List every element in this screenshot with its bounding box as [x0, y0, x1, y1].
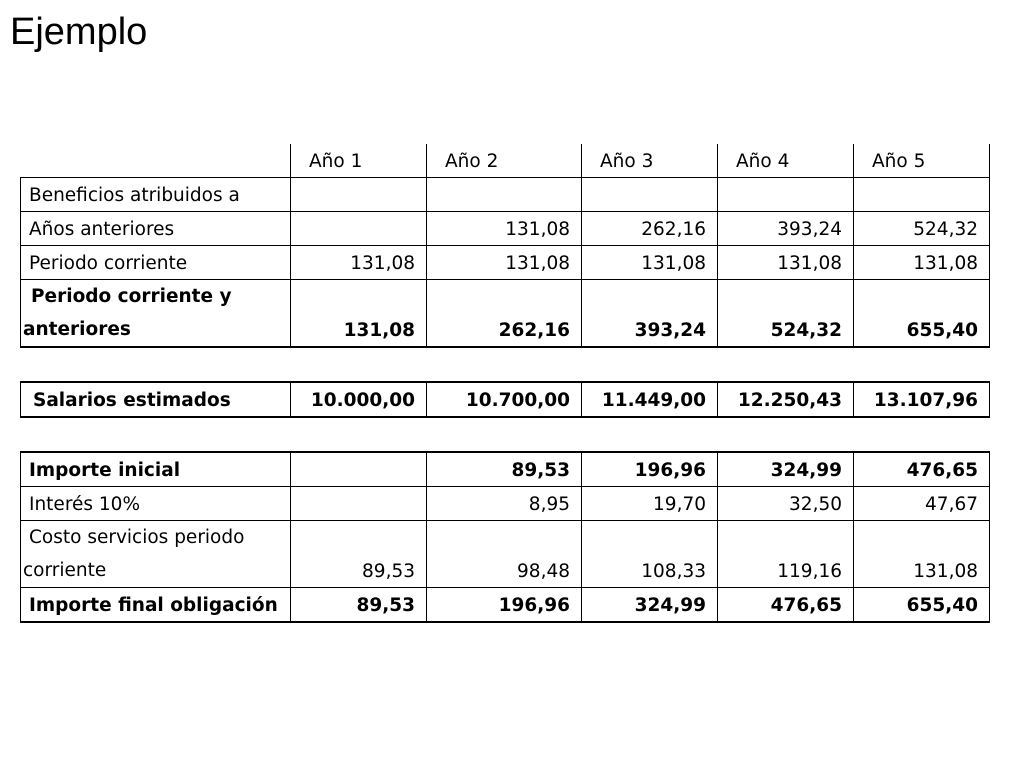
row-label: Periodo corriente — [21, 246, 291, 280]
value-cell: 524,32 — [854, 212, 990, 246]
year-header-5: Año 5 — [854, 144, 990, 178]
empty-cell — [854, 178, 990, 212]
row-label: Años anteriores — [21, 212, 291, 246]
value-cell: 13.107,96 — [854, 382, 990, 417]
value-cell: 131,08 — [718, 246, 854, 280]
value-cell: 12.250,43 — [718, 382, 854, 417]
table-row-anteriores — [21, 212, 990, 246]
row-label-line1: Periodo corriente y — [31, 286, 232, 307]
table-row-costo — [21, 521, 990, 588]
row-label: Importe inicial — [21, 452, 291, 487]
header-row — [21, 144, 990, 178]
value-cell: 108,33 — [582, 521, 718, 588]
value-cell: 47,67 — [854, 487, 990, 521]
row-label: Interés 10% — [21, 487, 291, 521]
value-cell: 11.449,00 — [582, 382, 718, 417]
value-cell: 131,08 — [854, 246, 990, 280]
row-label: Salarios estimados — [21, 382, 291, 417]
value-cell: 89,53 — [291, 521, 427, 588]
row-label-line1: Costo servicios periodo — [29, 527, 245, 548]
value-cell: 131,08 — [854, 521, 990, 588]
value-cell: 8,95 — [427, 487, 582, 521]
value-cell — [291, 452, 427, 487]
value-cell: 131,08 — [427, 212, 582, 246]
table-row-total — [21, 280, 990, 348]
value-cell: 524,32 — [718, 280, 854, 348]
value-cell: 262,16 — [582, 212, 718, 246]
value-cell: 324,99 — [582, 588, 718, 623]
value-cell: 131,08 — [427, 246, 582, 280]
value-cell: 119,16 — [718, 521, 854, 588]
value-cell: 393,24 — [582, 280, 718, 348]
value-cell — [291, 212, 427, 246]
value-cell: 476,65 — [854, 452, 990, 487]
row-label-line2: corriente — [23, 560, 107, 581]
value-cell: 131,08 — [582, 246, 718, 280]
value-cell: 324,99 — [718, 452, 854, 487]
value-cell: 196,96 — [427, 588, 582, 623]
year-header-4: Año 4 — [718, 144, 854, 178]
corner-cell — [21, 144, 291, 178]
value-cell — [291, 487, 427, 521]
value-cell: 10.700,00 — [427, 382, 582, 417]
value-cell: 131,08 — [291, 246, 427, 280]
value-cell: 655,40 — [854, 588, 990, 623]
value-cell: 196,96 — [582, 452, 718, 487]
value-cell: 89,53 — [427, 452, 582, 487]
value-cell: 32,50 — [718, 487, 854, 521]
row-label-line2: anteriores — [23, 319, 131, 340]
value-cell: 98,48 — [427, 521, 582, 588]
row-label: Importe final obligación — [21, 588, 291, 623]
spacer-row — [21, 417, 990, 452]
empty-cell — [291, 178, 427, 212]
spacer-row — [21, 347, 990, 382]
table-row-corriente — [21, 246, 990, 280]
value-cell: 19,70 — [582, 487, 718, 521]
slide-title: Ejemplo — [10, 11, 148, 53]
empty-cell — [582, 178, 718, 212]
value-cell: 10.000,00 — [291, 382, 427, 417]
year-header-2: Año 2 — [427, 144, 582, 178]
table-row-importe-inicial — [21, 452, 990, 487]
empty-cell — [427, 178, 582, 212]
value-cell: 262,16 — [427, 280, 582, 348]
value-cell: 131,08 — [291, 280, 427, 348]
value-cell: 655,40 — [854, 280, 990, 348]
table-row-importe-final — [21, 588, 990, 623]
table-row-interes — [21, 487, 990, 521]
row-label: Beneficios atribuidos a — [21, 178, 291, 212]
year-header-3: Año 3 — [582, 144, 718, 178]
value-cell: 89,53 — [291, 588, 427, 623]
value-cell: 476,65 — [718, 588, 854, 623]
row-label — [21, 280, 291, 348]
table-row-salarios — [21, 382, 990, 417]
value-cell: 393,24 — [718, 212, 854, 246]
row-label — [21, 521, 291, 588]
empty-cell — [718, 178, 854, 212]
year-header-1: Año 1 — [291, 144, 427, 178]
section-label-row — [21, 178, 990, 212]
spreadsheet-table — [20, 144, 989, 623]
